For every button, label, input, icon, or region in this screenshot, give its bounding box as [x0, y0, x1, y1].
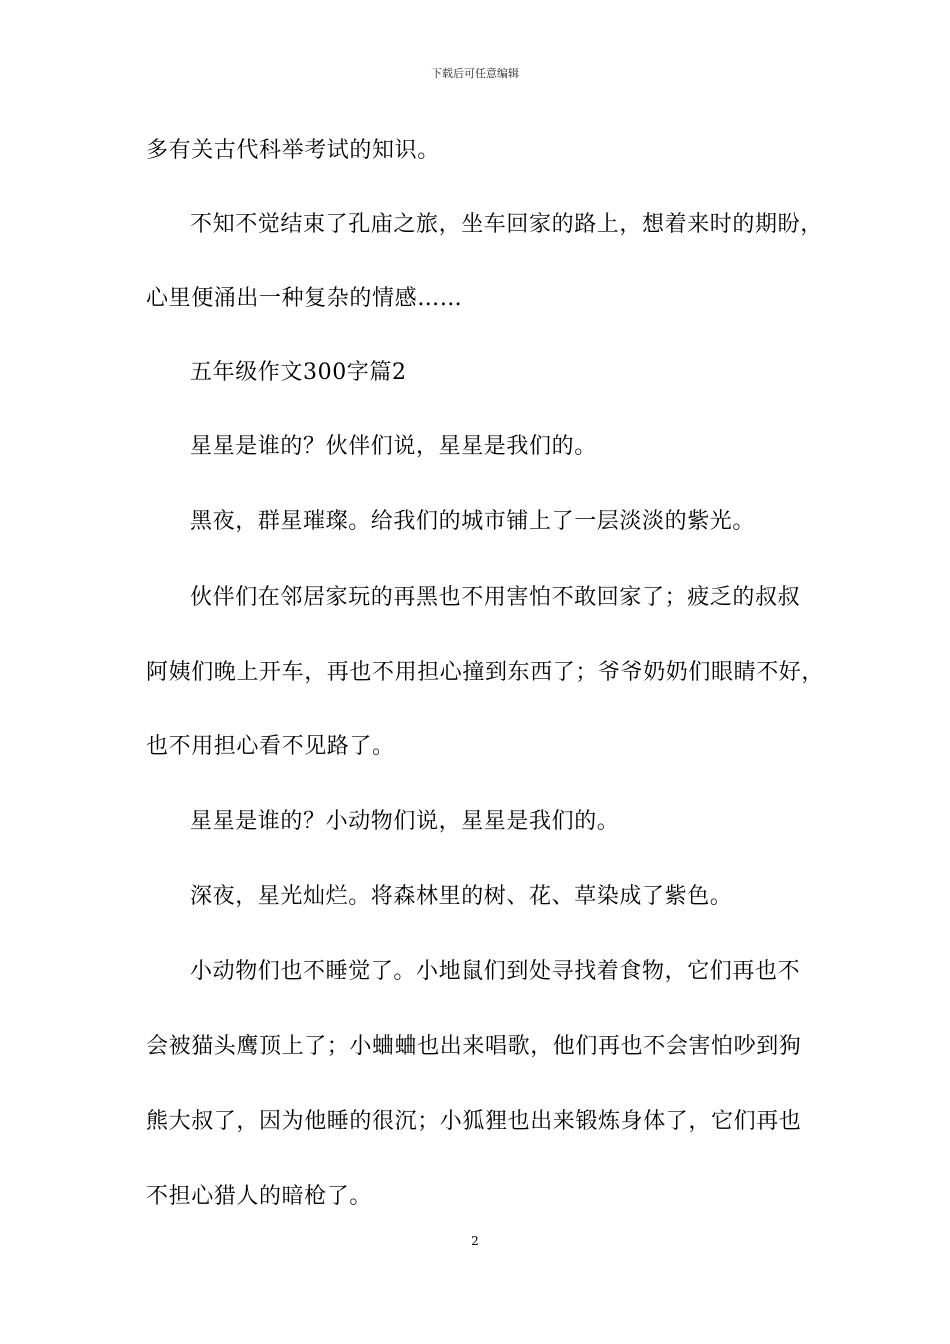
body-line-5: 星星是谁的？伙伴们说，星星是我们的。	[190, 434, 597, 459]
body-line-9: 也不用担心看不见路了。	[146, 734, 395, 759]
body-line-8: 阿姨们晚上开车，再也不用担心撞到东西了；爷爷奶奶们眼睛不好，	[146, 660, 825, 685]
body-line-1: 多有关古代科举考试的知识。	[146, 138, 440, 163]
body-line-13: 会被猫头鹰顶上了；小蛐蛐也出来唱歌，他们再也不会害怕吵到狗	[146, 1034, 802, 1059]
body-line-10: 星星是谁的？小动物们说，星星是我们的。	[190, 809, 620, 834]
body-line-14: 熊大叔了，因为他睡的很沉；小狐狸也出来锻炼身体了，它们再也	[146, 1109, 802, 1134]
page-header: 下载后可任意编辑	[431, 67, 519, 80]
body-line-11: 深夜，星光灿烂。将森林里的树、花、草染成了紫色。	[190, 884, 733, 909]
body-line-6: 黑夜，群星璀璨。给我们的城市铺上了一层淡淡的紫光。	[190, 509, 756, 534]
body-line-15: 不担心猎人的暗枪了。	[146, 1184, 373, 1209]
body-line-2: 不知不觉结束了孔庙之旅，坐车回家的路上，想着来时的期盼，	[190, 212, 823, 237]
body-line-3: 心里便涌出一种复杂的情感……	[146, 286, 463, 311]
page-number: 2	[471, 1234, 479, 1248]
body-line-12: 小动物们也不睡觉了。小地鼠们到处寻找着食物，它们再也不	[190, 959, 801, 984]
body-line-7: 伙伴们在邻居家玩的再黑也不用害怕不敢回家了；疲乏的叔叔	[190, 585, 801, 610]
section-heading: 五年级作文300字篇2	[190, 360, 407, 385]
